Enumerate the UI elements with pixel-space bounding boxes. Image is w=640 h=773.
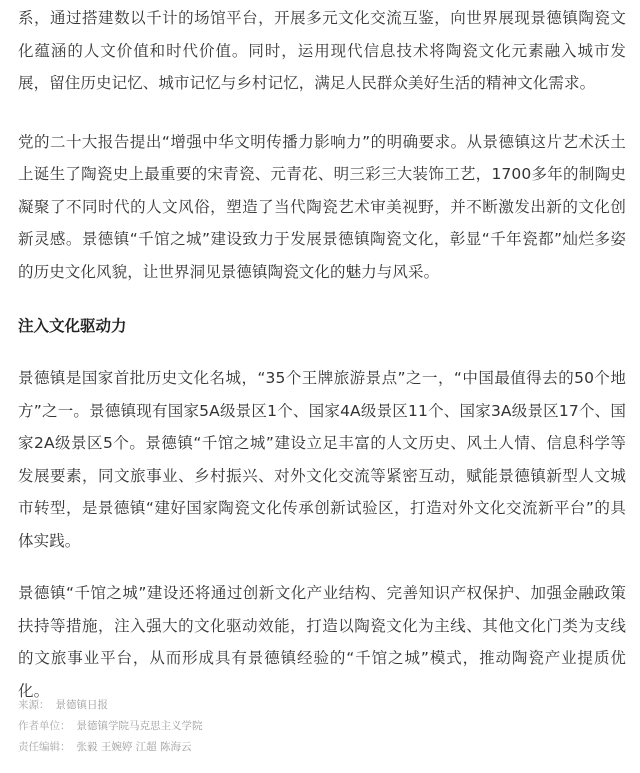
author-value: 景德镇学院马克思主义学院 (76, 720, 203, 732)
editor-line (18, 737, 626, 758)
article-paragraph: 景德镇是国家首批历史文化名城，“35个王牌旅游景点”之一，“中国最值得去的50个地方”之一。景德镇现有国家5A级景区1个、国家4A级景区11个、国家3A级景区17个、国家2A级景区5个。景德镇“千馆之城”建设立足丰富的人文历史、风土人情、信息科学等发展要素，同文旅事业、乡村振兴、对外文化交流等紧密互动，赋能景德镇新型人文城市转型，是景德镇“建好国家陶瓷文化传承创新试验区，打造对外文化交流新平台”的具体实践。 (18, 369, 626, 550)
source-label: 来源： (18, 699, 50, 711)
article-paragraph: 系，通过搭建数以千计的场馆平台，开展多元文化交流互鉴，向世界展现景德镇陶瓷文化蕴涵的人文价值和时代价值。同时，运用现代信息技术将陶瓷文化元素融入城市发展，留住历史记忆、城市记忆与乡村记忆，满足人民群众美好生活的精神文化需求。 (18, 9, 626, 92)
source-line (18, 695, 626, 716)
editor-value: 张毅 王婉婷 江超 陈海云 (76, 741, 192, 753)
article-meta (18, 695, 626, 758)
source-value: 景德镇日报 (55, 699, 108, 711)
author-label: 作者单位： (18, 720, 71, 732)
article-body (18, 2, 626, 707)
author-line (18, 716, 626, 737)
article-paragraph: 党的二十大报告提出“增强中华文明传播力影响力”的明确要求。从景德镇这片艺术沃土上诞生了陶瓷史上最重要的宋青瓷、元青花、明三彩三大装饰工艺，1700多年的制陶史凝聚了不同时代的人文风俗，塑造了当代陶瓷艺术审美视野，并不断激发出新的文化创新灵感。景德镇“千馆之城”建设致力于发展景德镇陶瓷文化，彰显“千年瓷都”灿烂多姿的历史文化风貌，让世界洞见景德镇陶瓷文化的魅力与风采。 (18, 132, 626, 281)
article-paragraph: 景德镇“千馆之城”建设还将通过创新文化产业结构、完善知识产权保护、加强金融政策扶持等措施，注入强大的文化驱动效能，打造以陶瓷文化为主线、其他文化门类为支线的文旅事业平台，从而形成具有景德镇经验的“千馆之城”模式，推动陶瓷产业提质优化。 (18, 584, 626, 700)
section-heading: 注入文化驱动力 (18, 317, 127, 335)
editor-label: 责任编辑： (18, 741, 71, 753)
